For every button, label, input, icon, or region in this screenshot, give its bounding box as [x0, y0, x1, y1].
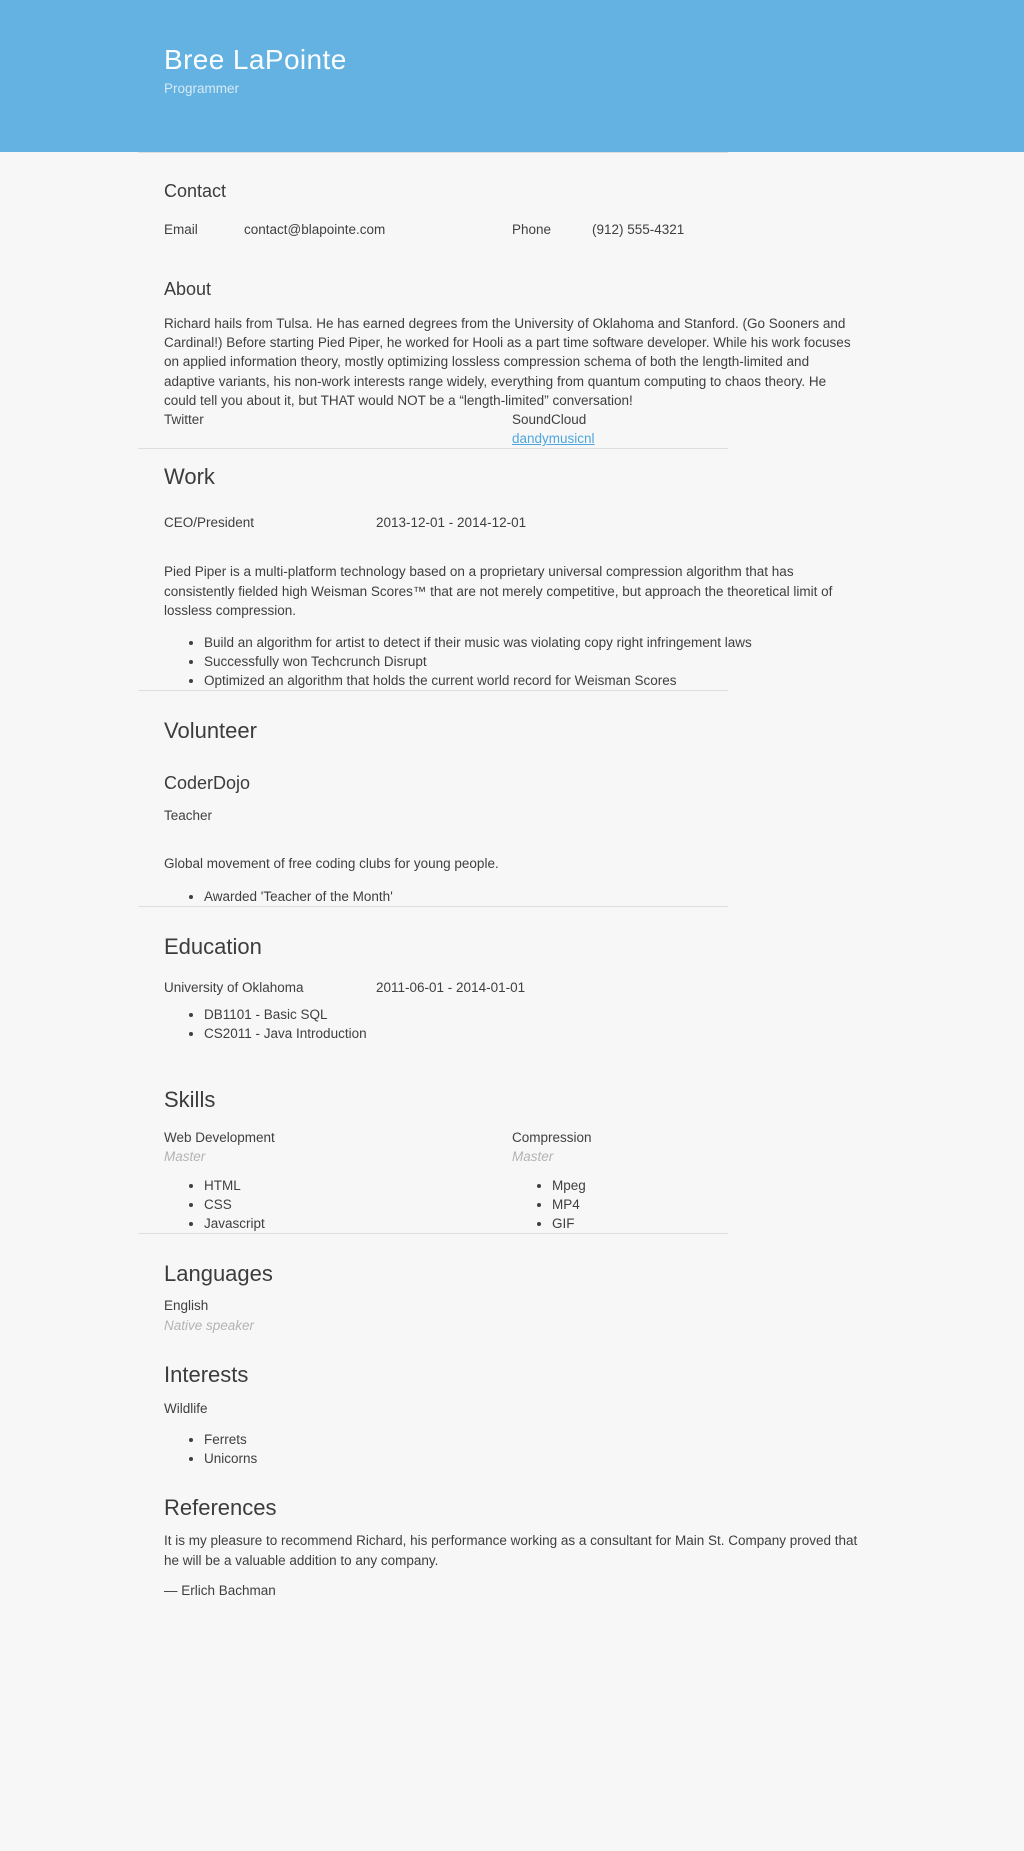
skill-item: • GIF	[552, 1214, 860, 1233]
email-pair	[164, 220, 512, 239]
work-heading: Work	[164, 464, 215, 490]
interest-name: Wildlife	[164, 1400, 208, 1416]
section-divider	[138, 448, 728, 449]
skill-level: Master	[164, 1148, 206, 1164]
skill-items	[512, 1176, 860, 1234]
skill-item: • MP4	[552, 1195, 860, 1214]
section-divider	[138, 1233, 728, 1234]
languages-heading: Languages	[164, 1261, 273, 1287]
work-position: CEO/President	[164, 515, 255, 531]
work-summary: Pied Piper is a multi-platform technology based on a proprietary universal compression algorithm that has consistently fielded high Weisman Scores™ that are not merely competitive, but approach the theoretical limit of lossless compression.	[164, 564, 833, 618]
skill-name: Compression	[512, 1129, 592, 1145]
contact-section	[138, 179, 876, 239]
skill-item: • CSS	[204, 1195, 512, 1214]
education-dates: 2011-06-01 - 2014-01-01	[376, 980, 526, 995]
twitter-label: Twitter	[164, 411, 204, 427]
person-name: Bree LaPointe	[164, 44, 347, 75]
section-divider	[138, 906, 728, 907]
interest-item: • Unicorns	[204, 1449, 860, 1468]
interests-section	[138, 1361, 876, 1469]
volunteer-highlights	[164, 887, 860, 906]
twitter-profile	[164, 410, 512, 448]
about-section	[138, 277, 876, 448]
skills-section	[138, 1086, 876, 1234]
volunteer-position: Teacher	[164, 808, 213, 824]
course-item: • DB1101 - Basic SQL	[204, 1005, 860, 1024]
volunteer-section	[138, 717, 876, 906]
reference-text: It is my pleasure to recommend Richard, his performance working as a consultant for Main St. Company proved that he will be a valuable addition to any company.	[164, 1533, 858, 1568]
skill-item: • HTML	[204, 1176, 512, 1195]
volunteer-heading: Volunteer	[164, 718, 257, 744]
volunteer-organization: CoderDojo	[164, 773, 251, 794]
education-entry-row	[164, 978, 860, 997]
soundcloud-label: SoundCloud	[512, 411, 587, 427]
work-section	[138, 463, 876, 690]
work-entry-row	[164, 513, 860, 532]
references-section	[138, 1494, 876, 1599]
section-divider	[138, 152, 728, 153]
skill-name: Web Development	[164, 1129, 275, 1145]
person-title: Programmer	[164, 81, 240, 97]
resume-body	[138, 152, 876, 1600]
social-row	[164, 410, 860, 448]
work-highlight-item: • Optimized an algorithm that holds the current world record for Weisman Scores	[204, 671, 860, 690]
skill-items	[164, 1176, 512, 1234]
phone-value: (912) 555-4321	[592, 222, 685, 237]
email-value: contact@blapointe.com	[244, 222, 386, 237]
page-header	[0, 0, 1024, 152]
soundcloud-profile	[512, 410, 860, 448]
work-dates: 2013-12-01 - 2014-12-01	[376, 515, 527, 531]
education-section	[138, 933, 876, 1044]
reference-attribution: — Erlich Bachman	[164, 1582, 276, 1598]
volunteer-highlight-item: • Awarded 'Teacher of the Month'	[204, 887, 860, 906]
soundcloud-link[interactable]: dandymusicnl	[512, 431, 595, 447]
contact-heading: Contact	[164, 181, 227, 201]
skills-columns	[164, 1128, 860, 1234]
work-highlight-item: • Successfully won Techcrunch Disrupt	[204, 652, 860, 671]
references-heading: References	[164, 1495, 277, 1521]
languages-section	[138, 1260, 876, 1334]
skills-heading: Skills	[164, 1086, 216, 1112]
interest-item: • Ferrets	[204, 1430, 860, 1449]
skill-group	[164, 1128, 512, 1234]
work-highlights	[164, 633, 860, 691]
phone-label: Phone	[512, 222, 552, 237]
education-institution: University of Oklahoma	[164, 980, 304, 995]
about-heading: About	[164, 279, 212, 300]
interests-heading: Interests	[164, 1361, 249, 1387]
phone-pair	[512, 220, 860, 239]
education-courses	[164, 1005, 860, 1043]
about-summary: Richard hails from Tulsa. He has earned degrees from the University of Oklahoma and Stanford. (Go Sooners and Cardinal!) Before starting Pied Piper, he worked for Hooli as a part time software developer. While his work focuses on applied information theory, mostly optimizing lossless compression schema of both the length-limited and adaptive variants, his non-work interests range widely, everything from quantum computing to chaos theory. He could tell you about it, but THAT would NOT be a “length-limited” conversation!	[164, 316, 851, 408]
education-heading: Education	[164, 934, 262, 959]
language-fluency: Native speaker	[164, 1317, 255, 1333]
skill-level: Master	[512, 1148, 554, 1164]
language-name: English	[164, 1298, 209, 1314]
contact-row	[164, 220, 860, 239]
skill-item: • Javascript	[204, 1214, 512, 1233]
skill-item: • Mpeg	[552, 1176, 860, 1195]
interest-items	[164, 1430, 860, 1468]
volunteer-summary: Global movement of free coding clubs for young people.	[164, 855, 499, 871]
skill-group	[512, 1128, 860, 1234]
section-divider	[138, 690, 728, 691]
course-item: • CS2011 - Java Introduction	[204, 1024, 860, 1043]
work-highlight-item: • Build an algorithm for artist to detect if their music was violating copy right infringement laws	[204, 633, 860, 652]
email-label: Email	[164, 222, 198, 237]
